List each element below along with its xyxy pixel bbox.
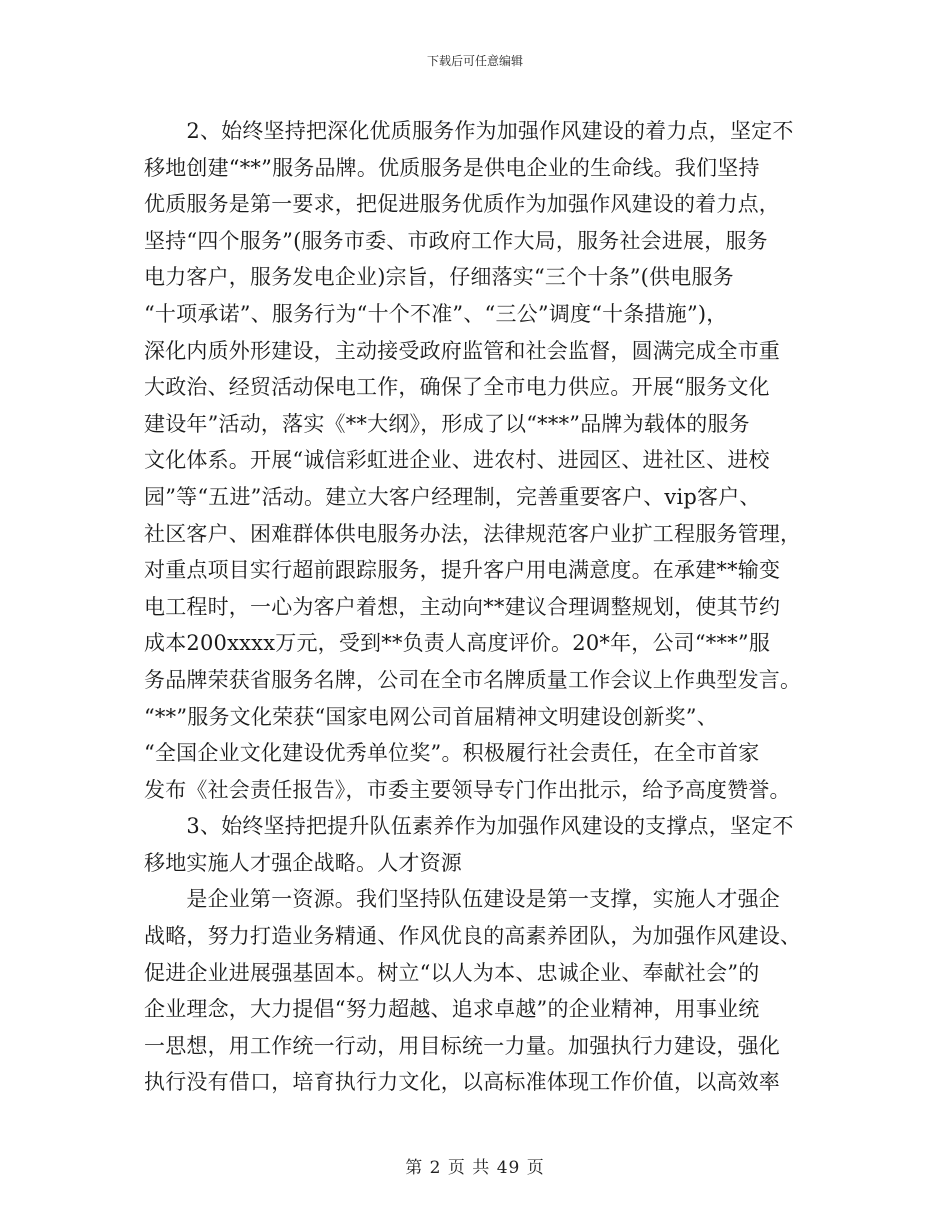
page-header: 下载后可任意编辑 xyxy=(426,54,523,68)
text-line: “十项承诺”、服务行为“十个不准”、“三公”调度“十条措施”)， xyxy=(144,301,728,326)
text-line: 2、始终坚持把深化优质服务作为加强作风建设的着力点，坚定不 xyxy=(144,119,794,143)
text-line: 执行没有借口，培育执行力文化，以高标准体现工作价值，以高效率 xyxy=(144,1070,780,1095)
text-line: 企业理念，大力提倡“努力超越、追求卓越”的企业精神，用事业统 xyxy=(144,997,760,1022)
text-line: 移地创建“**”服务品牌。优质服务是供电企业的生命线。我们坚持 xyxy=(144,155,760,180)
text-line: 园”等“五进”活动。建立大客户经理制，完善重要客户、vip客户、 xyxy=(144,484,761,509)
text-line: 一思想，用工作统一行动，用目标统一力量。加强执行力建设，强化 xyxy=(144,1033,780,1058)
text-line: 电工程时，一心为客户着想，主动向**建议合理调整规划，使其节约 xyxy=(144,594,781,619)
text-line: 电力客户，服务发电企业)宗旨，仔细落实“三个十条”(供电服务 xyxy=(144,265,734,290)
text-line: 对重点项目实行超前跟踪服务，提升客户用电满意度。在承建**输变 xyxy=(144,558,781,583)
text-line: “全国企业文化建设优秀单位奖”。积极履行社会责任，在全市首家 xyxy=(144,741,760,766)
text-line: 是企业第一资源。我们坚持队伍建设是第一支撑，实施人才强企 xyxy=(144,887,780,912)
page-footer: 第 2 页 共 49 页 xyxy=(405,1158,545,1178)
text-line: 促进企业进展强基固本。树立“以人为本、忠诚企业、奉献社会”的 xyxy=(144,960,760,985)
text-line: 坚持“四个服务”(服务市委、市政府工作大局，服务社会进展，服务 xyxy=(144,228,768,253)
text-line: 移地实施人才强企战略。人才资源 xyxy=(144,850,462,875)
text-line: 社区客户、困难群体供电服务办法，法律规范客户业扩工程服务管理， xyxy=(144,521,802,546)
text-line: 大政治、经贸活动保电工作，确保了全市电力供应。开展“服务文化 xyxy=(144,375,770,400)
text-line: 优质服务是第一要求，把促进服务优质作为加强作风建设的着力点， xyxy=(144,192,780,217)
text-line: 成本200xxxx万元，受到**负责人高度评价。20*年，公司“***”服 xyxy=(144,631,771,656)
text-line: 战略，努力打造业务精通、作风优良的高素养团队，为加强作风建设、 xyxy=(144,924,802,949)
text-line: 文化体系。开展“诚信彩虹进企业、进农村、进园区、进社区、进校 xyxy=(144,448,770,473)
text-line: 建设年”活动，落实《**大纲》，形成了以“***”品牌为载体的服务 xyxy=(144,411,750,436)
text-line: 3、始终坚持把提升队伍素养作为加强作风建设的支撑点，坚定不 xyxy=(144,814,794,839)
text-line: 发布《社会责任报告》，市委主要领导专门作出批示，给予高度赞誉。 xyxy=(144,777,791,802)
text-line: 深化内质外形建设，主动接受政府监管和社会监督，圆满完成全市重 xyxy=(144,338,780,363)
text-line: 务品牌荣获省服务名牌，公司在全市名牌质量工作会议上作典型发言。 xyxy=(144,667,802,692)
document-body xyxy=(144,113,812,1101)
text-line: “**”服务文化荣获“国家电网公司首届精神文明建设创新奖”、 xyxy=(144,704,718,729)
